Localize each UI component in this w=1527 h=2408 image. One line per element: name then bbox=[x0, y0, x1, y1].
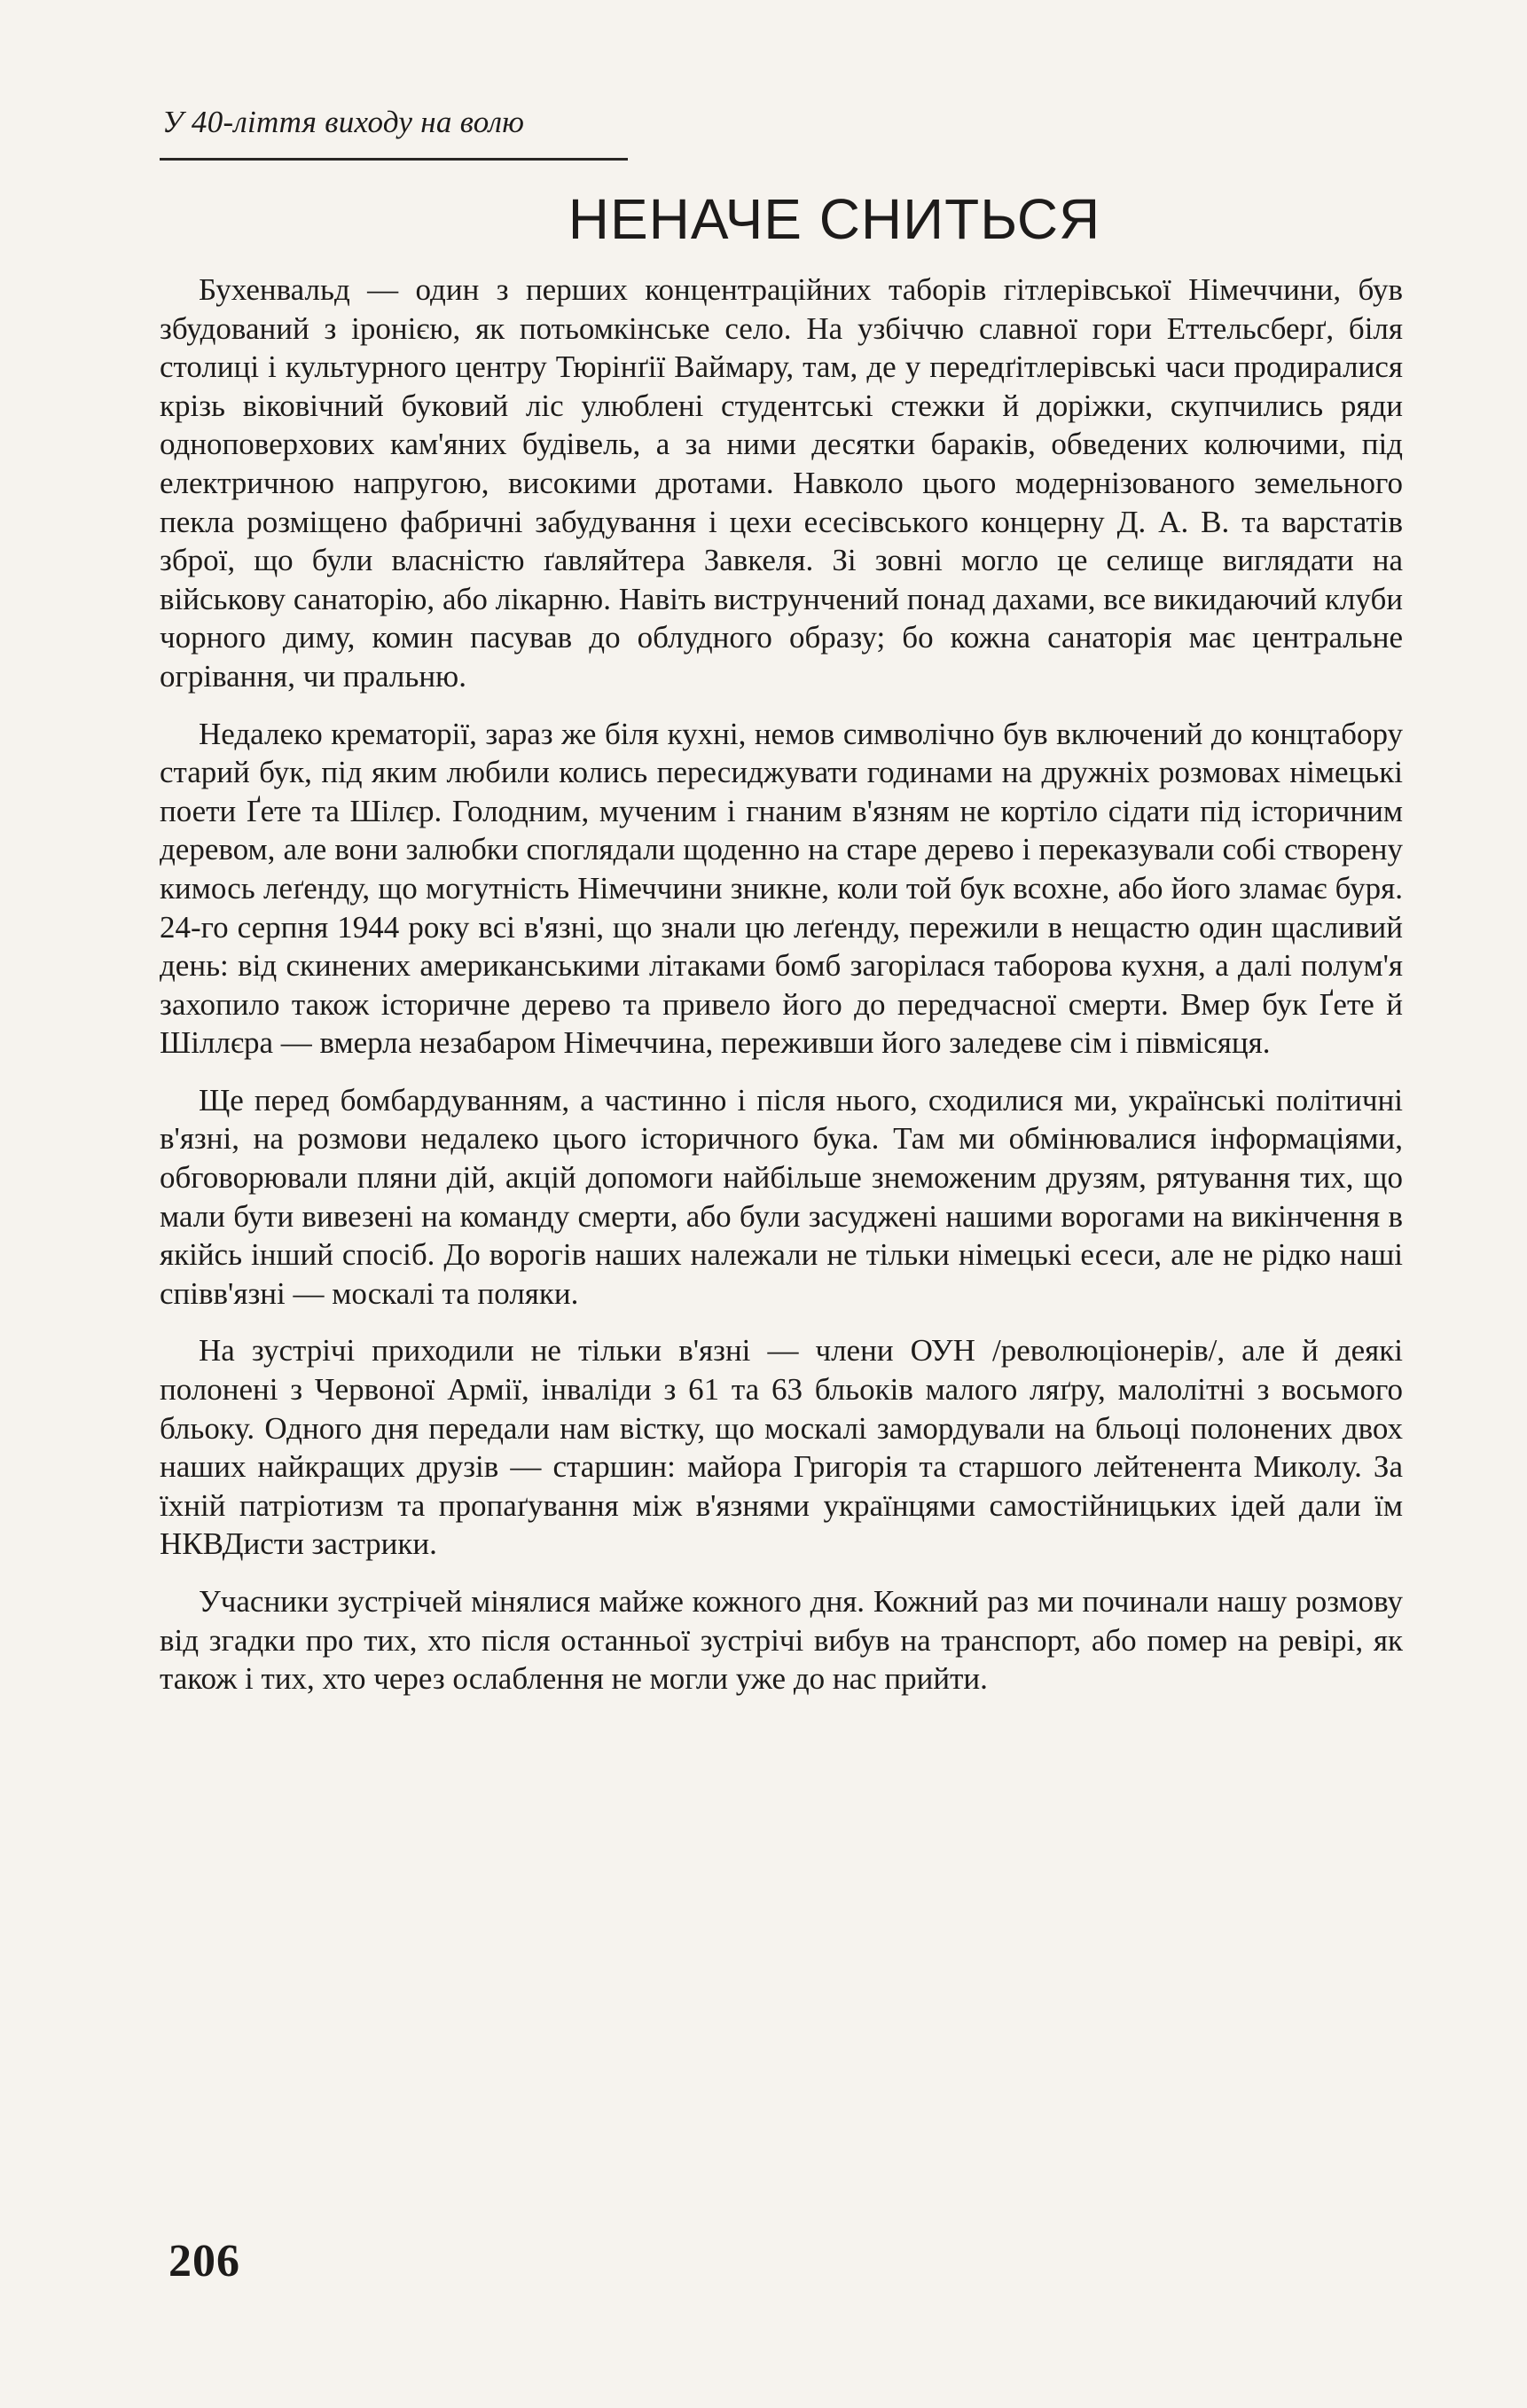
paragraph: Бухенвальд — один з перших концентраційних таборів гітлерівської Німеччини, був збудований з іронією, як потьомкінське село. На узбіччю славної гори Еттельсберґ, біля столиці і культурного центру Тюрінґії Ваймару, там, де у передґітлерівські часи продиралися крізь віковічний буковий ліс улюблені студентські стежки й доріжки, скупчились ряди одноповерхових кам'яних будівель, а за ними десятки бараків, обведених колючими, під електричною напругою, високими дротами. Навколо цього модернізованого земельного пекла розміщено фабричні забудування і цехи есесівського концерну Д. А. В. та варстатів зброї, що були власністю ґавляйтера Завкеля. Зі зовні могло це селище виглядати на військову санаторію, або лікарню. Навіть виструнчений понад дахами, все викидаючий клуби чорного диму, комин пасував до облудного образу; бо кожна санаторія має центральне огрівання, чи пральню. bbox=[160, 272, 1403, 694]
page-number: 206 bbox=[168, 2236, 240, 2286]
paragraph: Учасники зустрічей мінялися майже кожного дня. Кожний раз ми починали нашу розмову від згадки про тих, хто після останньої зустрічі вибув на транспорт, або помер на ревірі, як також і тих, хто через ослаблення не могли уже до нас прийти. bbox=[160, 1584, 1403, 1697]
header-rule bbox=[160, 158, 628, 161]
article-body bbox=[160, 271, 1403, 1717]
running-header: У 40-ліття виходу на волю bbox=[162, 105, 525, 139]
paragraph: На зустрічі приходили не тільки в'язні — члени ОУН /революціонерів/, але й деякі полонені з Червоної Армії, інваліди з 61 та 63 бльоків малого ляґру, малолітні з восьмого бльоку. Одного дня передали нам вістку, що москалі замордували на бльоці полонених двох наших найкращих друзів — старшин: майора Григорія та старшого лейтенента Миколу. За їхній патріотизм та пропаґування між в'язнями українцями самостійницьких ідей дали їм НКВДисти застрики. bbox=[160, 1333, 1403, 1562]
article-title: НЕНАЧЕ СНИТЬСЯ bbox=[568, 187, 1101, 251]
paragraph: Ще перед бомбардуванням, а частинно і після нього, сходилися ми, українські політичні в'язні, на розмови недалеко цього історичного бука. Там ми обмінювалися інформаціями, обговорювали пляни дій, акцій допомоги найбільше знеможеним друзям, рятування тих, що мали бути вивезені на команду смерти, або були засуджені нашими ворогами на викінчення в якійсь інший спосіб. До ворогів наших належали не тільки німецькі есеси, але не рідко наші співв'язні — москалі та поляки. bbox=[160, 1082, 1403, 1311]
paragraph: Недалеко крематорії, зараз же біля кухні, немов символічно був включений до концтабору старий бук, під яким любили колись пересиджувати годинами на дружніх розмовах німецькі поети Ґете та Шілєр. Голодним, мученим і гнаним в'язням не кортіло сідати під історичним деревом, але вони залюбки споглядали щоденно на старе дерево і переказували собі створену кимось леґенду, що могутність Німеччини зникне, коли той бук всохне, або його зламає буря. 24-го серпня 1944 року всі в'язні, що знали цю леґенду, пережили в нещастю один щасливий день: від скинених американськими літаками бомб загорілася таборова кухня, а далі полум'я захопило також історичне дерево та привело його до передчасної смерти. Вмер бук Ґете й Шіллєра — вмерла незабаром Німеччина, переживши його заледеве сім і півмісяця. bbox=[160, 716, 1403, 1061]
